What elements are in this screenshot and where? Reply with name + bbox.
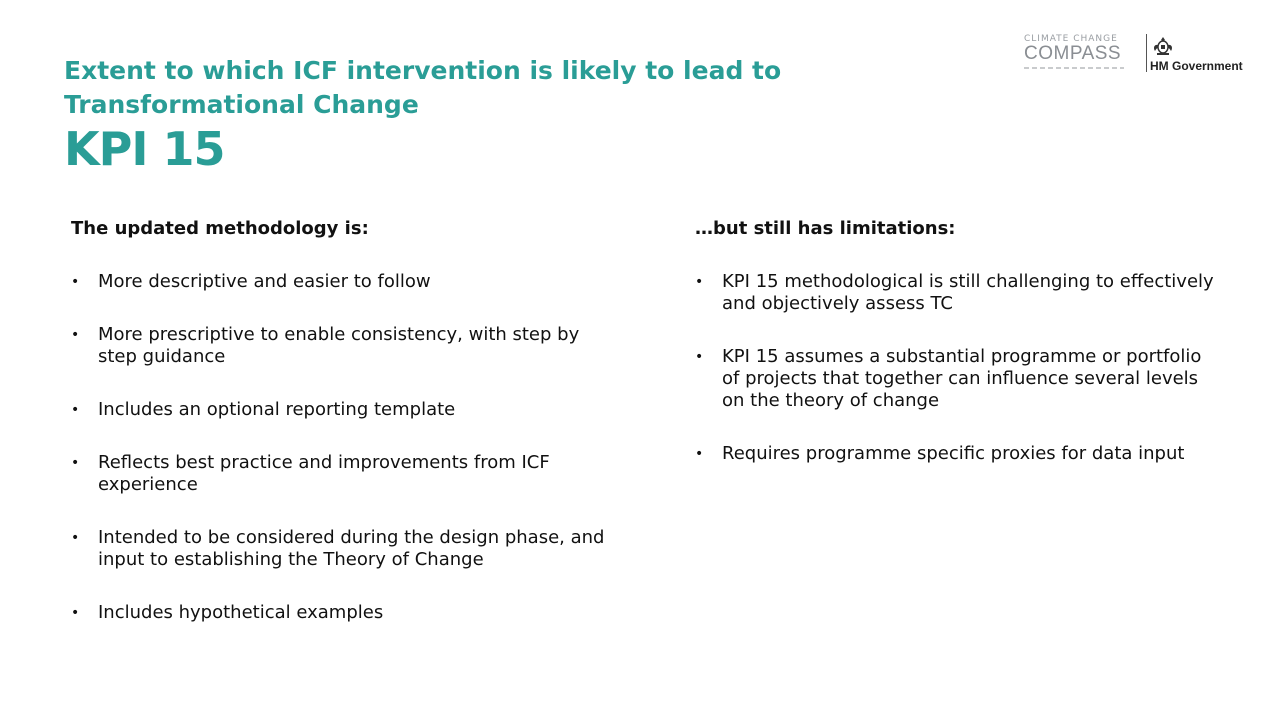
list-item-text: Requires programme specific proxies for data input	[722, 443, 1185, 464]
right-column	[695, 216, 1215, 496]
list-item-text: Intended to be considered during the design phase, and input to establishing the Theory of Change	[98, 527, 605, 570]
bullet-icon: •	[71, 274, 80, 290]
list-item-text: More prescriptive to enable consistency, with step by step guidance	[98, 324, 580, 367]
list-item	[71, 399, 611, 421]
list-item-text: KPI 15 methodological is still challenging to effectively and objectively assess TC	[722, 271, 1214, 314]
bullet-icon: •	[695, 446, 704, 462]
hm-government-text: HM Government	[1150, 59, 1243, 73]
bullet-icon: •	[71, 402, 80, 418]
bullet-icon: •	[71, 605, 80, 621]
list-item	[71, 602, 611, 624]
logo-area	[1020, 34, 1260, 74]
slide-subtitle	[64, 54, 824, 122]
list-item	[71, 271, 611, 293]
climate-change-compass-logo	[1024, 34, 1134, 72]
compass-logo-main-text: COMPASS	[1024, 43, 1122, 64]
list-item-text: KPI 15 assumes a substantial programme or portfolio of projects that together can influence several levels on the theory of change	[722, 346, 1202, 411]
compass-logo-top-text: CLIMATE CHANGE	[1024, 34, 1118, 44]
list-item	[695, 271, 1215, 315]
title-block	[64, 54, 824, 174]
bullet-icon: •	[71, 327, 80, 343]
bullet-icon: •	[695, 349, 704, 365]
compass-logo-underline	[1024, 67, 1124, 69]
bullet-icon: •	[71, 530, 80, 546]
list-item	[695, 443, 1215, 465]
left-column	[71, 216, 611, 655]
list-item	[71, 527, 611, 571]
list-item	[71, 324, 611, 368]
left-column-heading: The updated methodology is:	[71, 218, 369, 239]
hm-government-logo	[1150, 34, 1260, 74]
list-item-text: Includes hypothetical examples	[98, 602, 384, 623]
list-item-text: Includes an optional reporting template	[98, 399, 456, 420]
slide-title: KPI 15	[64, 122, 225, 176]
list-item-text: More descriptive and easier to follow	[98, 271, 431, 292]
list-item-text: Reflects best practice and improvements from ICF experience	[98, 452, 550, 495]
left-bullet-list	[71, 271, 611, 624]
bullet-icon: •	[695, 274, 704, 290]
bullet-icon: •	[71, 455, 80, 471]
list-item	[71, 452, 611, 496]
subtitle-line-2: Transformational Change	[64, 90, 419, 119]
right-column-heading: …but still has limitations:	[695, 218, 956, 239]
logo-divider	[1146, 34, 1147, 72]
right-bullet-list	[695, 271, 1215, 465]
subtitle-line-1: Extent to which ICF intervention is likely to lead to	[64, 56, 782, 85]
royal-crest-icon	[1152, 36, 1174, 56]
list-item	[695, 346, 1215, 412]
